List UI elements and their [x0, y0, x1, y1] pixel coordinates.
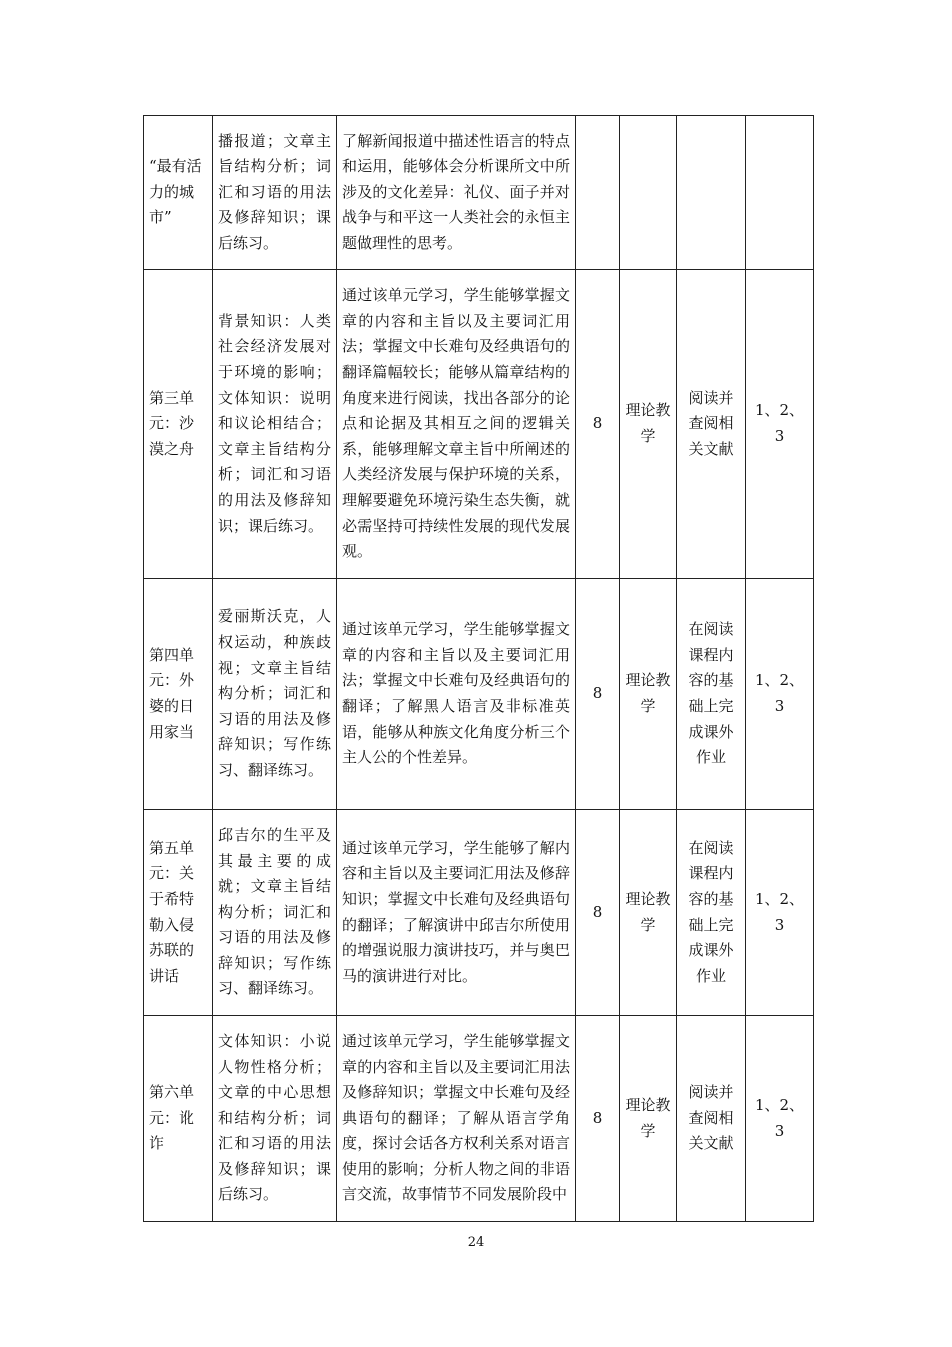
hours-cell: 8: [576, 579, 620, 810]
method-cell: 理论教学: [620, 810, 677, 1016]
reference-cell: 1、2、3: [746, 810, 814, 1016]
topic-cell: 邱吉尔的生平及其最主要的成就；文章主旨结构分析；词汇和习语的用法及修辞知识；写作练习、翻译练习。: [213, 810, 337, 1016]
reference-cell: 1、2、3: [746, 579, 814, 810]
goal-cell: 了解新闻报道中描述性语言的特点和运用，能够体会分析课所文中所涉及的文化差异：礼仪、面子并对战争与和平这一人类社会的永恒主题做理性的思考。: [337, 116, 576, 270]
method-cell: 理论教学: [620, 579, 677, 810]
goal-cell: 通过该单元学习，学生能够掌握文章的内容和主旨以及主要词汇用法；掌握文中长难句及经典语句的翻译；了解黑人语言及非标准英语，能够从种族文化角度分析三个主人公的个性差异。: [337, 579, 576, 810]
unit-cell: 第三单元：沙漠之舟: [144, 270, 213, 579]
goal-cell: 通过该单元学习，学生能够掌握文章的内容和主旨以及主要词汇用法；掌握文中长难句及经典语句的翻译篇幅较长；能够从篇章结构的角度来进行阅读，找出各部分的论点和论据及其相互之间的逻辑关系，能够理解文章主旨中所阐述的人类经济发展与保护环境的关系，理解要避免环境污染生态失衡，就必需坚持可持续性发展的现代发展观。: [337, 270, 576, 579]
page-number: 24: [467, 1235, 485, 1250]
table-row: [144, 116, 814, 270]
reference-cell: [746, 116, 814, 270]
task-cell: 在阅读课程内容的基础上完成课外作业: [677, 579, 746, 810]
goal-cell: 通过该单元学习，学生能够掌握文章的内容和主旨以及主要词汇用法及修辞知识；掌握文中长难句及经典语句的翻译；了解从语言学角度，探讨会话各方权利关系对语言使用的影响；分析人物之间的非语言交流，故事情节不同发展阶段中: [337, 1016, 576, 1222]
task-cell: 阅读并查阅相关文献: [677, 1016, 746, 1222]
unit-cell: 第四单元：外婆的日用家当: [144, 579, 213, 810]
topic-cell: 背景知识：人类社会经济发展对于环境的影响；文体知识：说明和议论相结合；文章主旨结构分析；词汇和习语的用法及修辞知识；课后练习。: [213, 270, 337, 579]
topic-cell: 文体知识：小说人物性格分析；文章的中心思想和结构分析；词汇和习语的用法及修辞知识；课后练习。: [213, 1016, 337, 1222]
unit-cell: “最有活力的城市”: [144, 116, 213, 270]
method-cell: 理论教学: [620, 270, 677, 579]
reference-cell: 1、2、3: [746, 1016, 814, 1222]
table-row: [144, 810, 814, 1016]
topic-cell: 爱丽斯沃克，人权运动，种族歧视；文章主旨结构分析；词汇和习语的用法及修辞知识；写作练习、翻译练习。: [213, 579, 337, 810]
table-row: [144, 270, 814, 579]
task-cell: 在阅读课程内容的基础上完成课外作业: [677, 810, 746, 1016]
goal-cell: 通过该单元学习，学生能够了解内容和主旨以及主要词汇用法及修辞知识；掌握文中长难句及经典语句的翻译；了解演讲中邱吉尔所使用的增强说服力演讲技巧，并与奥巴马的演讲进行对比。: [337, 810, 576, 1016]
task-cell: 阅读并查阅相关文献: [677, 270, 746, 579]
table-row: [144, 1016, 814, 1222]
unit-cell: 第五单元：关于希特勒入侵苏联的讲话: [144, 810, 213, 1016]
topic-cell: 播报道；文章主旨结构分析；词汇和习语的用法及修辞知识；课后练习。: [213, 116, 337, 270]
method-cell: [620, 116, 677, 270]
hours-cell: 8: [576, 810, 620, 1016]
method-cell: 理论教学: [620, 1016, 677, 1222]
hours-cell: 8: [576, 270, 620, 579]
task-cell: [677, 116, 746, 270]
hours-cell: 8: [576, 1016, 620, 1222]
reference-cell: 1、2、3: [746, 270, 814, 579]
table-row: [144, 579, 814, 810]
hours-cell: [576, 116, 620, 270]
syllabus-table: [143, 115, 814, 1222]
unit-cell: 第六单元：讹诈: [144, 1016, 213, 1222]
